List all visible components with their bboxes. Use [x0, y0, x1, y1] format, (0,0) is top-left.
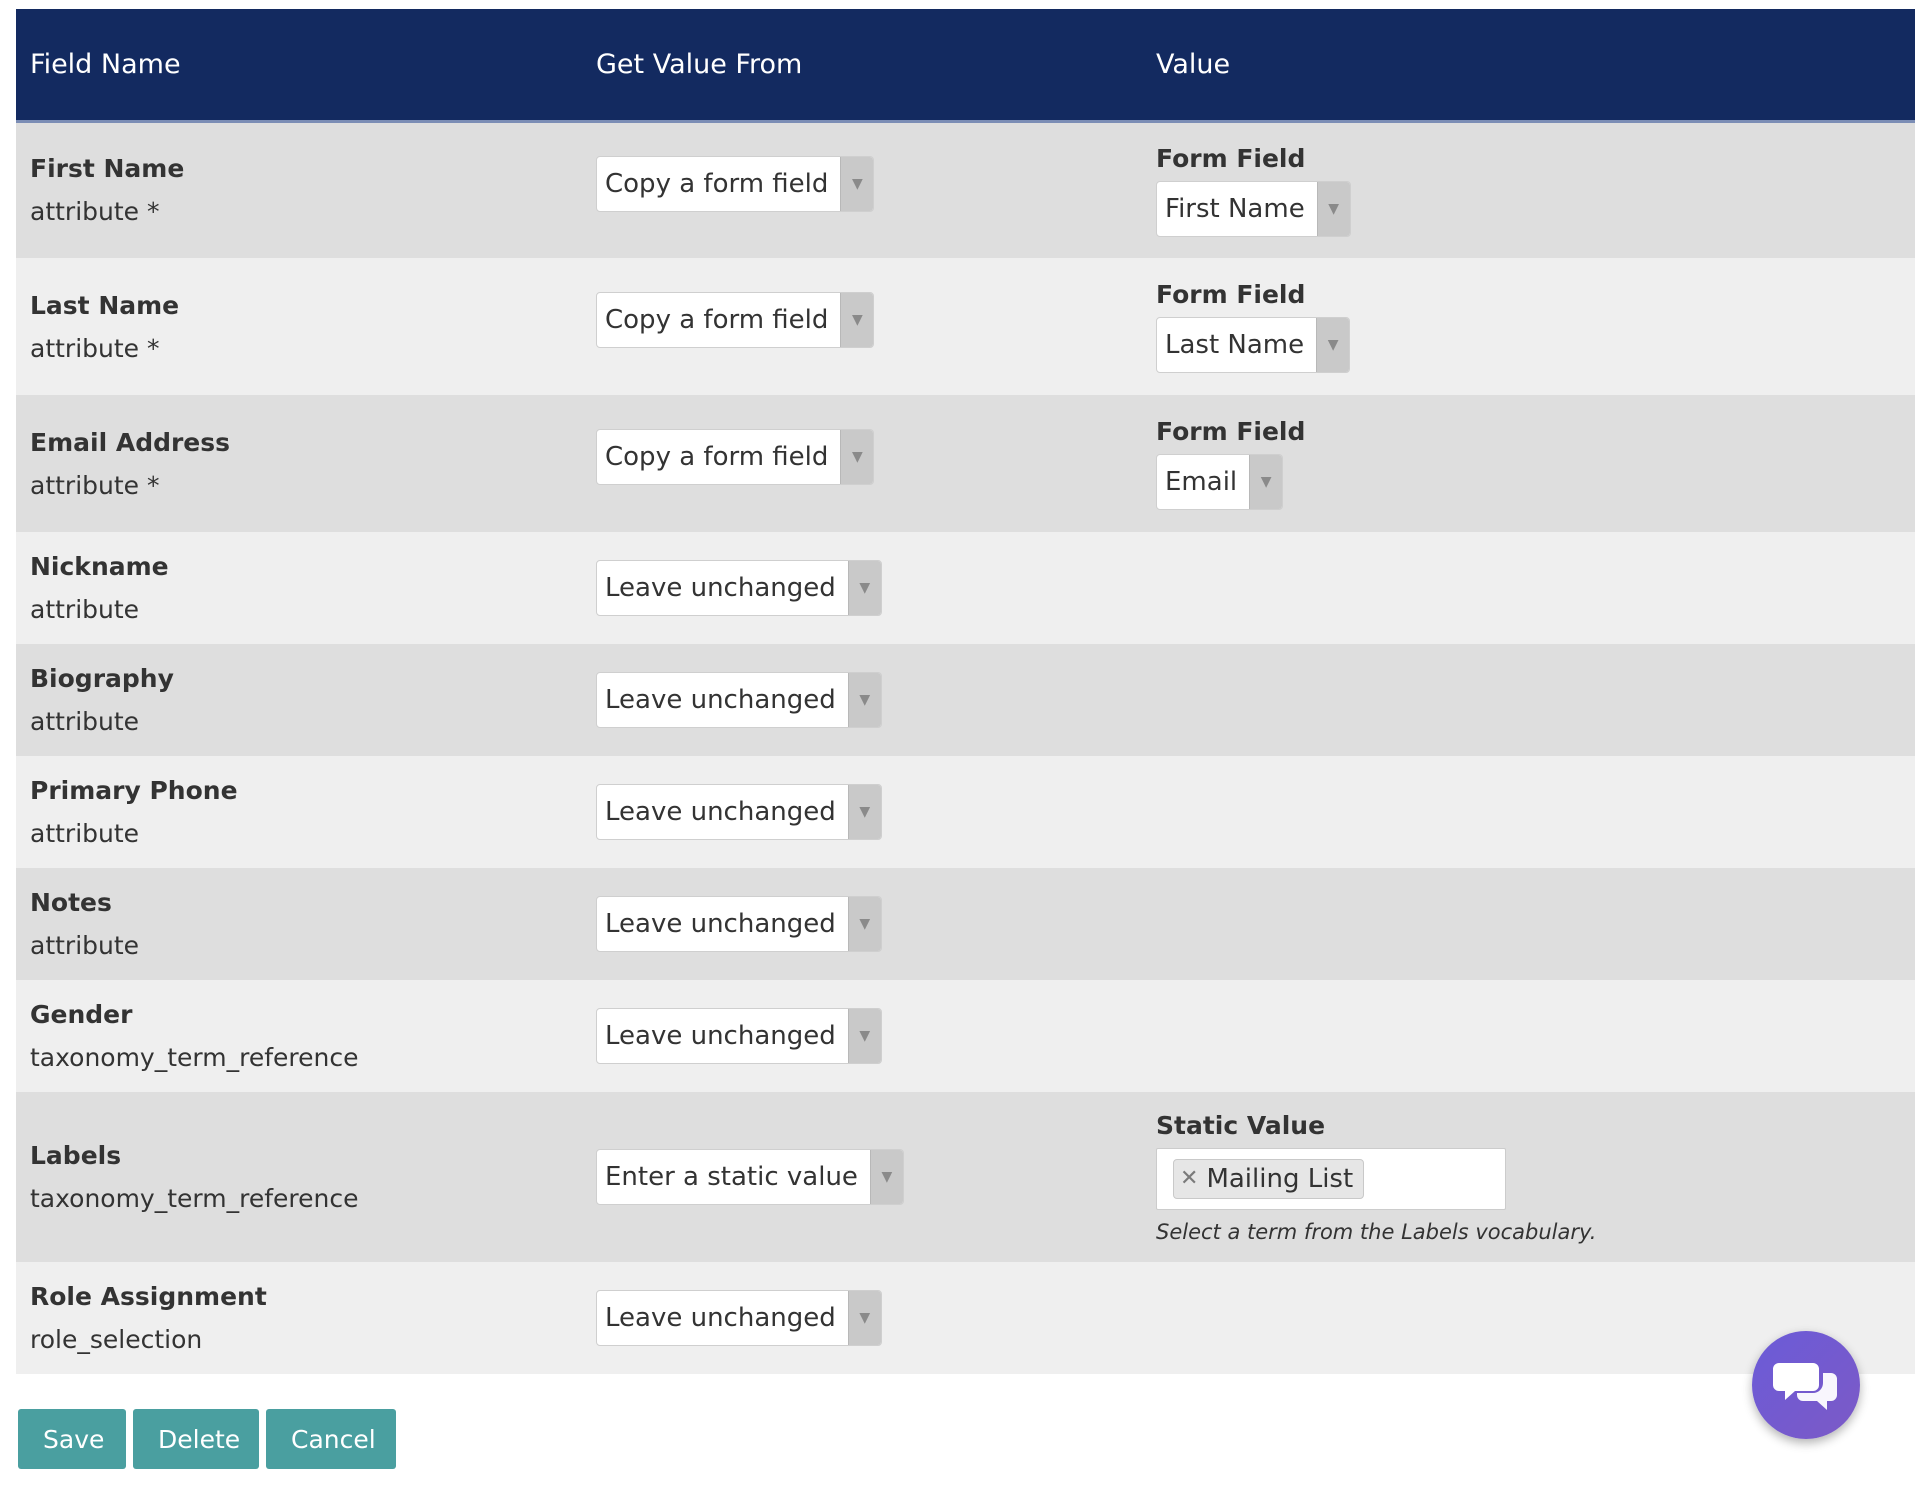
delete-button[interactable]: Delete — [133, 1409, 259, 1469]
field-type: attribute — [30, 819, 140, 848]
triangle-down-icon: ▼ — [848, 897, 881, 951]
field-name: Last Name — [30, 290, 180, 320]
value-label: Form Field — [1156, 417, 1306, 446]
field-name: Role Assignment — [30, 1282, 267, 1311]
triangle-down-icon: ▼ — [870, 1150, 903, 1204]
static-value-input[interactable] — [1156, 1148, 1506, 1210]
source-select[interactable] — [596, 560, 882, 616]
source-select[interactable] — [596, 292, 874, 348]
source-select-value: Leave unchanged — [605, 685, 836, 715]
source-select-value: Leave unchanged — [605, 909, 836, 939]
field-name: Primary Phone — [30, 776, 238, 805]
field-type: taxonomy_term_reference — [30, 1184, 359, 1213]
triangle-down-icon: ▼ — [840, 157, 873, 211]
table-row — [16, 980, 1915, 1092]
value-label: Form Field — [1156, 280, 1306, 309]
term-tag-label: Mailing List — [1206, 1163, 1354, 1194]
source-select-value: Enter a static value — [605, 1162, 858, 1192]
form-field-select-value: Last Name — [1165, 330, 1305, 360]
source-select[interactable] — [596, 1008, 882, 1064]
field-name: Notes — [30, 888, 112, 917]
field-name: Gender — [30, 1000, 133, 1029]
x-icon[interactable]: ✕ — [1180, 1166, 1199, 1191]
table-row — [16, 644, 1915, 756]
triangle-down-icon: ▼ — [1317, 182, 1350, 236]
source-select[interactable] — [596, 429, 874, 485]
form-field-select[interactable] — [1156, 454, 1283, 510]
source-select[interactable] — [596, 1149, 904, 1205]
source-select-value: Copy a form field — [605, 442, 829, 472]
term-tag — [1173, 1159, 1364, 1199]
table-row — [16, 1092, 1915, 1262]
field-type: attribute * — [30, 470, 160, 500]
header-value: Value — [1156, 48, 1231, 80]
form-field-select[interactable] — [1156, 317, 1350, 373]
table-row — [16, 868, 1915, 980]
field-type: attribute — [30, 707, 140, 736]
header-field-name: Field Name — [30, 48, 181, 80]
form-field-select-value: Email — [1165, 467, 1238, 497]
triangle-down-icon: ▼ — [1316, 318, 1349, 372]
triangle-down-icon: ▼ — [848, 1009, 881, 1063]
triangle-down-icon: ▼ — [1249, 455, 1282, 509]
table-row — [16, 756, 1915, 868]
source-select[interactable] — [596, 1290, 882, 1346]
source-select[interactable] — [596, 784, 882, 840]
source-select[interactable] — [596, 896, 882, 952]
triangle-down-icon: ▼ — [840, 430, 873, 484]
value-label: Form Field — [1156, 143, 1306, 173]
table-row — [16, 395, 1915, 532]
field-name: Nickname — [30, 552, 169, 581]
field-name: First Name — [30, 154, 185, 184]
source-select[interactable] — [596, 156, 874, 212]
source-select-value: Leave unchanged — [605, 797, 836, 827]
triangle-down-icon: ▼ — [840, 293, 873, 347]
table-header-row — [16, 9, 1915, 121]
source-select[interactable] — [596, 672, 882, 728]
field-type: attribute — [30, 595, 140, 624]
field-name: Labels — [30, 1141, 122, 1170]
save-button[interactable]: Save — [18, 1409, 126, 1469]
source-select-value: Copy a form field — [605, 305, 829, 335]
field-type: attribute * — [30, 333, 160, 363]
field-mapping-panel — [16, 9, 1915, 1374]
table-row — [16, 258, 1915, 395]
triangle-down-icon: ▼ — [848, 785, 881, 839]
field-type: taxonomy_term_reference — [30, 1043, 359, 1072]
source-select-value: Leave unchanged — [605, 573, 836, 603]
table-row — [16, 1262, 1915, 1374]
source-select-value: Leave unchanged — [605, 1021, 836, 1051]
field-type: role_selection — [30, 1325, 203, 1354]
field-mapping-table — [16, 9, 1915, 1374]
header-get-value-from: Get Value From — [596, 48, 803, 80]
value-label: Static Value — [1156, 1110, 1326, 1140]
triangle-down-icon: ▼ — [848, 673, 881, 727]
field-type: attribute — [30, 931, 140, 960]
form-field-select-value: First Name — [1165, 193, 1305, 224]
form-actions — [18, 1409, 396, 1469]
help-text: Select a term from the Labels vocabulary. — [1156, 1219, 1597, 1244]
field-type: attribute * — [30, 197, 160, 227]
field-name: Email Address — [30, 427, 231, 457]
field-name: Biography — [30, 664, 174, 693]
source-select-value: Copy a form field — [605, 168, 829, 199]
source-select-value: Leave unchanged — [605, 1303, 836, 1333]
triangle-down-icon: ▼ — [848, 561, 881, 615]
chat-bubbles-icon[interactable] — [1752, 1331, 1860, 1439]
table-row — [16, 121, 1915, 258]
cancel-button[interactable]: Cancel — [266, 1409, 396, 1469]
form-field-select[interactable] — [1156, 181, 1351, 237]
table-row — [16, 532, 1915, 644]
triangle-down-icon: ▼ — [848, 1291, 881, 1345]
